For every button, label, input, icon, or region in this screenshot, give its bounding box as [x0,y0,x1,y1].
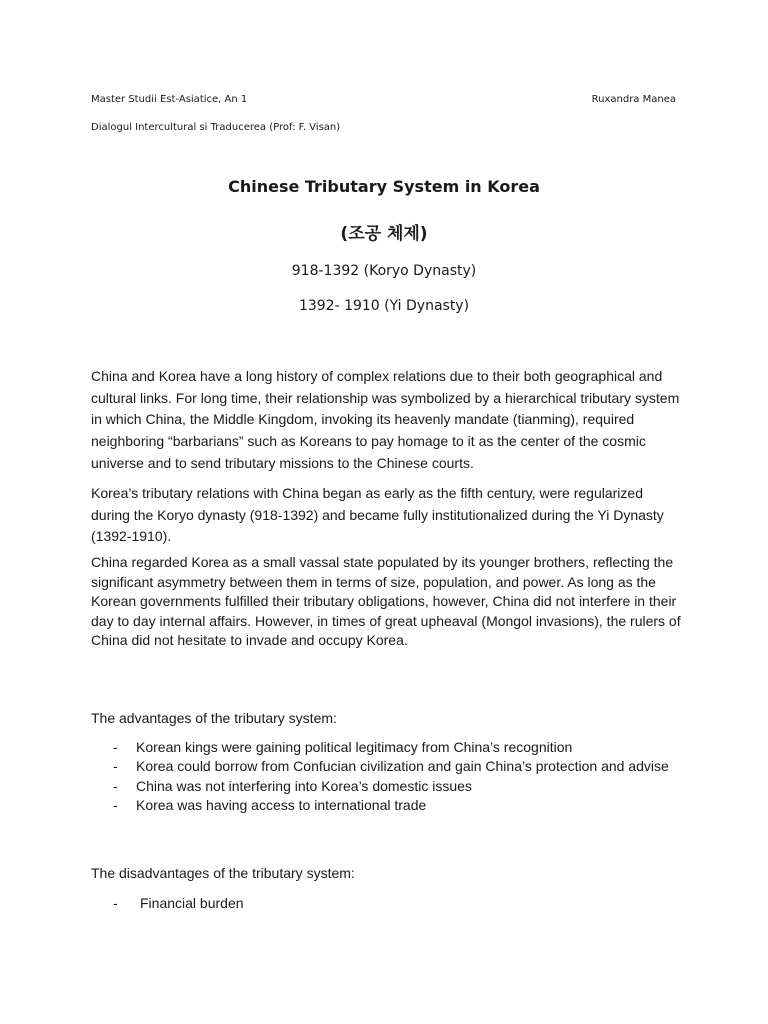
disadvantages-list [91,894,681,913]
bullet-dash: - [113,895,118,911]
bullet-dash: - [113,797,118,814]
advantages-heading: The advantages of the tributary system: [91,710,337,726]
disadvantages-heading: The disadvantages of the tributary system: [91,865,355,881]
list-item [91,777,681,796]
paragraph-intro: China and Korea have a long history of complex relations due to their both geographical and cultural links. For long time, their relationship was symbolized by a hierarchical tributary system in which China, the Middle Kingdom, invoking its heavenly mandate (tianming), required neighboring “barbarians” such as Koreans to pay homage to it as the center of the cosmic universe and to send tributary missions to the Chinese courts. [91,368,680,471]
header-author: Ruxandra Manea [591,94,676,105]
bullet-dash: - [113,758,118,775]
list-item-text: Korea was having access to international trade [136,797,427,814]
paragraph-relations: Korea’s tributary relations with China began as early as the fifth century, were regularized during the Koryo dynasty (918-1392) and became fully institutionalized during the Yi Dynasty (1392-1910). [91,485,664,545]
paragraph-vassal: China regarded Korea as a small vassal state populated by its younger brothers, reflecting the significant asymmetry between them in terms of size, population, and power. As long as the Korean governments fulfilled their tributary obligations, however, China did not interfere in their day to day internal affairs. However, in times of great upheaval (Mongol invasions), the rulers of China did not hesitate to invade and occupy Korea. [91,554,681,648]
list-item [91,894,681,913]
bullet-dash: - [113,777,118,794]
korean-subtitle: (조공 체제) [340,224,428,244]
list-item [91,738,681,757]
bullet-dash: - [113,739,118,755]
advantages-list [91,738,681,816]
list-item [91,796,681,815]
list-item-text: Financial burden [140,895,244,911]
list-item-text: Korean kings were gaining political legitimacy from China’s recognition [136,739,573,755]
period-koryo: 918-1392 (Koryo Dynasty) [291,263,477,279]
list-item-text: China was not interfering into Korea’s domestic issues [136,777,472,794]
list-item [91,757,681,776]
list-item-text: Korea could borrow from Confucian civilization and gain China’s protection and advise [136,758,669,775]
page-title: Chinese Tributary System in Korea [228,177,540,196]
period-yi: 1392- 1910 (Yi Dynasty) [298,298,470,314]
header-subject: Dialogul Intercultural si Traducerea (Prof: F. Visan) [91,122,341,133]
header-course: Master Studii Est-Asiatice, An 1 [91,94,248,105]
